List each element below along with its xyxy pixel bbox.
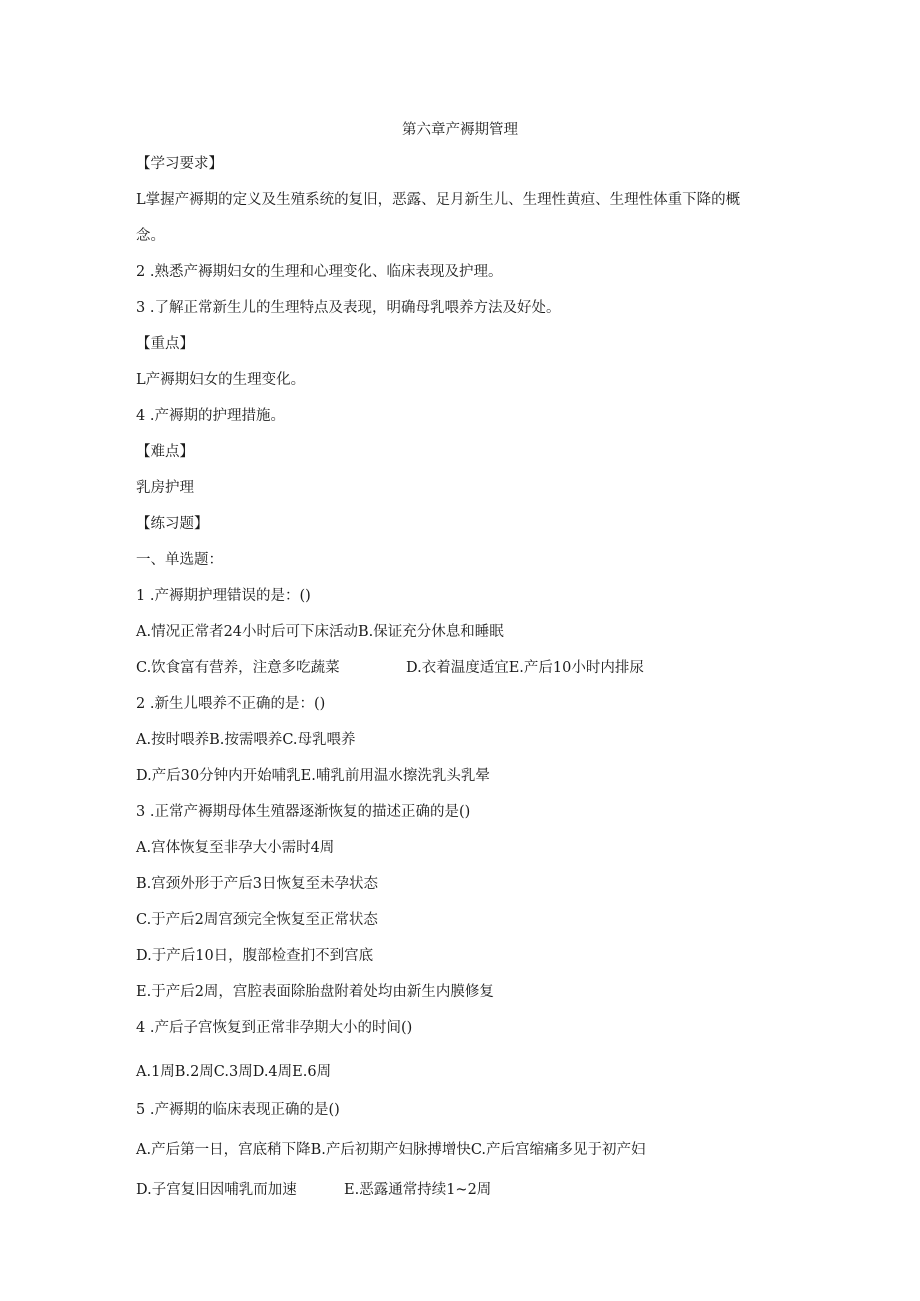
question-2-options-line-2: D.产后30分钟内开始哺乳E.哺乳前用温水擦洗乳头乳晕 — [136, 768, 490, 784]
question-3-option-a: A.宫体恢复至非孕大小需时4周 — [136, 840, 335, 856]
key-point-1: L产褥期妇女的生理变化。 — [136, 372, 306, 388]
question-3-stem: 3 .正常产褥期母体生殖器逐渐恢复的描述正确的是() — [136, 804, 471, 820]
question-4-stem: 4 .产后子宫恢复到正常非孕期大小的时间() — [136, 1020, 413, 1036]
key-points-heading: 【重点】 — [136, 336, 194, 352]
difficulties-heading: 【难点】 — [136, 444, 194, 460]
question-3-option-c: C.于产后2周宫颈完全恢复至正常状态 — [136, 912, 378, 928]
study-requirement-1-line-2: 念。 — [136, 228, 165, 244]
study-requirement-1-line-1: L掌握产褥期的定义及生殖系统的复旧，恶露、足月新生儿、生理性黄疸、生理性体重下降的概 — [136, 192, 741, 208]
study-requirement-3: 3 .了解正常新生儿的生理特点及表现，明确母乳喂养方法及好处。 — [136, 300, 561, 316]
study-requirement-2: 2 .熟悉产褥期妇女的生理和心理变化、临床表现及护理。 — [136, 264, 503, 280]
question-1-options-line-1: A.情况正常者24小时后可下床活动B.保证充分休息和睡眠 — [136, 624, 504, 640]
key-point-2: 4 .产褥期的护理措施。 — [136, 408, 285, 424]
question-3-option-d: D.于产后10日，腹部检查扪不到宫底 — [136, 948, 374, 964]
question-2-options-line-1: A.按时喂养B.按需喂养C.母乳喂养 — [136, 732, 356, 748]
question-1-options-line-2-right: D.衣着温度适宜E.产后10小时内排尿 — [406, 660, 644, 676]
question-5-stem: 5 .产褥期的临床表现正确的是() — [136, 1102, 340, 1118]
exercises-heading: 【练习题】 — [136, 516, 209, 532]
question-1-stem: 1 .产褥期护理错误的是：() — [136, 588, 311, 604]
question-1-options-line-2-left: C.饮食富有营养，注意多吃蔬菜 — [136, 660, 340, 676]
study-requirements-heading: 【学习要求】 — [136, 156, 223, 172]
question-5-options-line-1: A.产后第一日，宫底稍下降B.产后初期产妇脉搏增快C.产后宫缩痛多见于初产妇 — [136, 1142, 646, 1158]
page-title: 第六章产褥期管理 — [402, 122, 518, 138]
question-2-stem: 2 .新生儿喂养不正确的是：() — [136, 696, 326, 712]
question-4-options: A.1周B.2周C.3周D.4周E.6周 — [136, 1064, 332, 1080]
difficulty-1: 乳房护理 — [136, 480, 194, 496]
question-5-options-line-2-left: D.子宫复旧因哺乳而加速 — [136, 1182, 297, 1198]
question-5-options-line-2-right: E.恶露通常持续1~2周 — [344, 1182, 492, 1198]
question-3-option-b: B.宫颈外形于产后3日恢复至未孕状态 — [136, 876, 378, 892]
exercise-section-title: 一、单选题： — [136, 552, 223, 568]
question-3-option-e: E.于产后2周，宫腔表面除胎盘附着处均由新生内膜修复 — [136, 984, 494, 1000]
